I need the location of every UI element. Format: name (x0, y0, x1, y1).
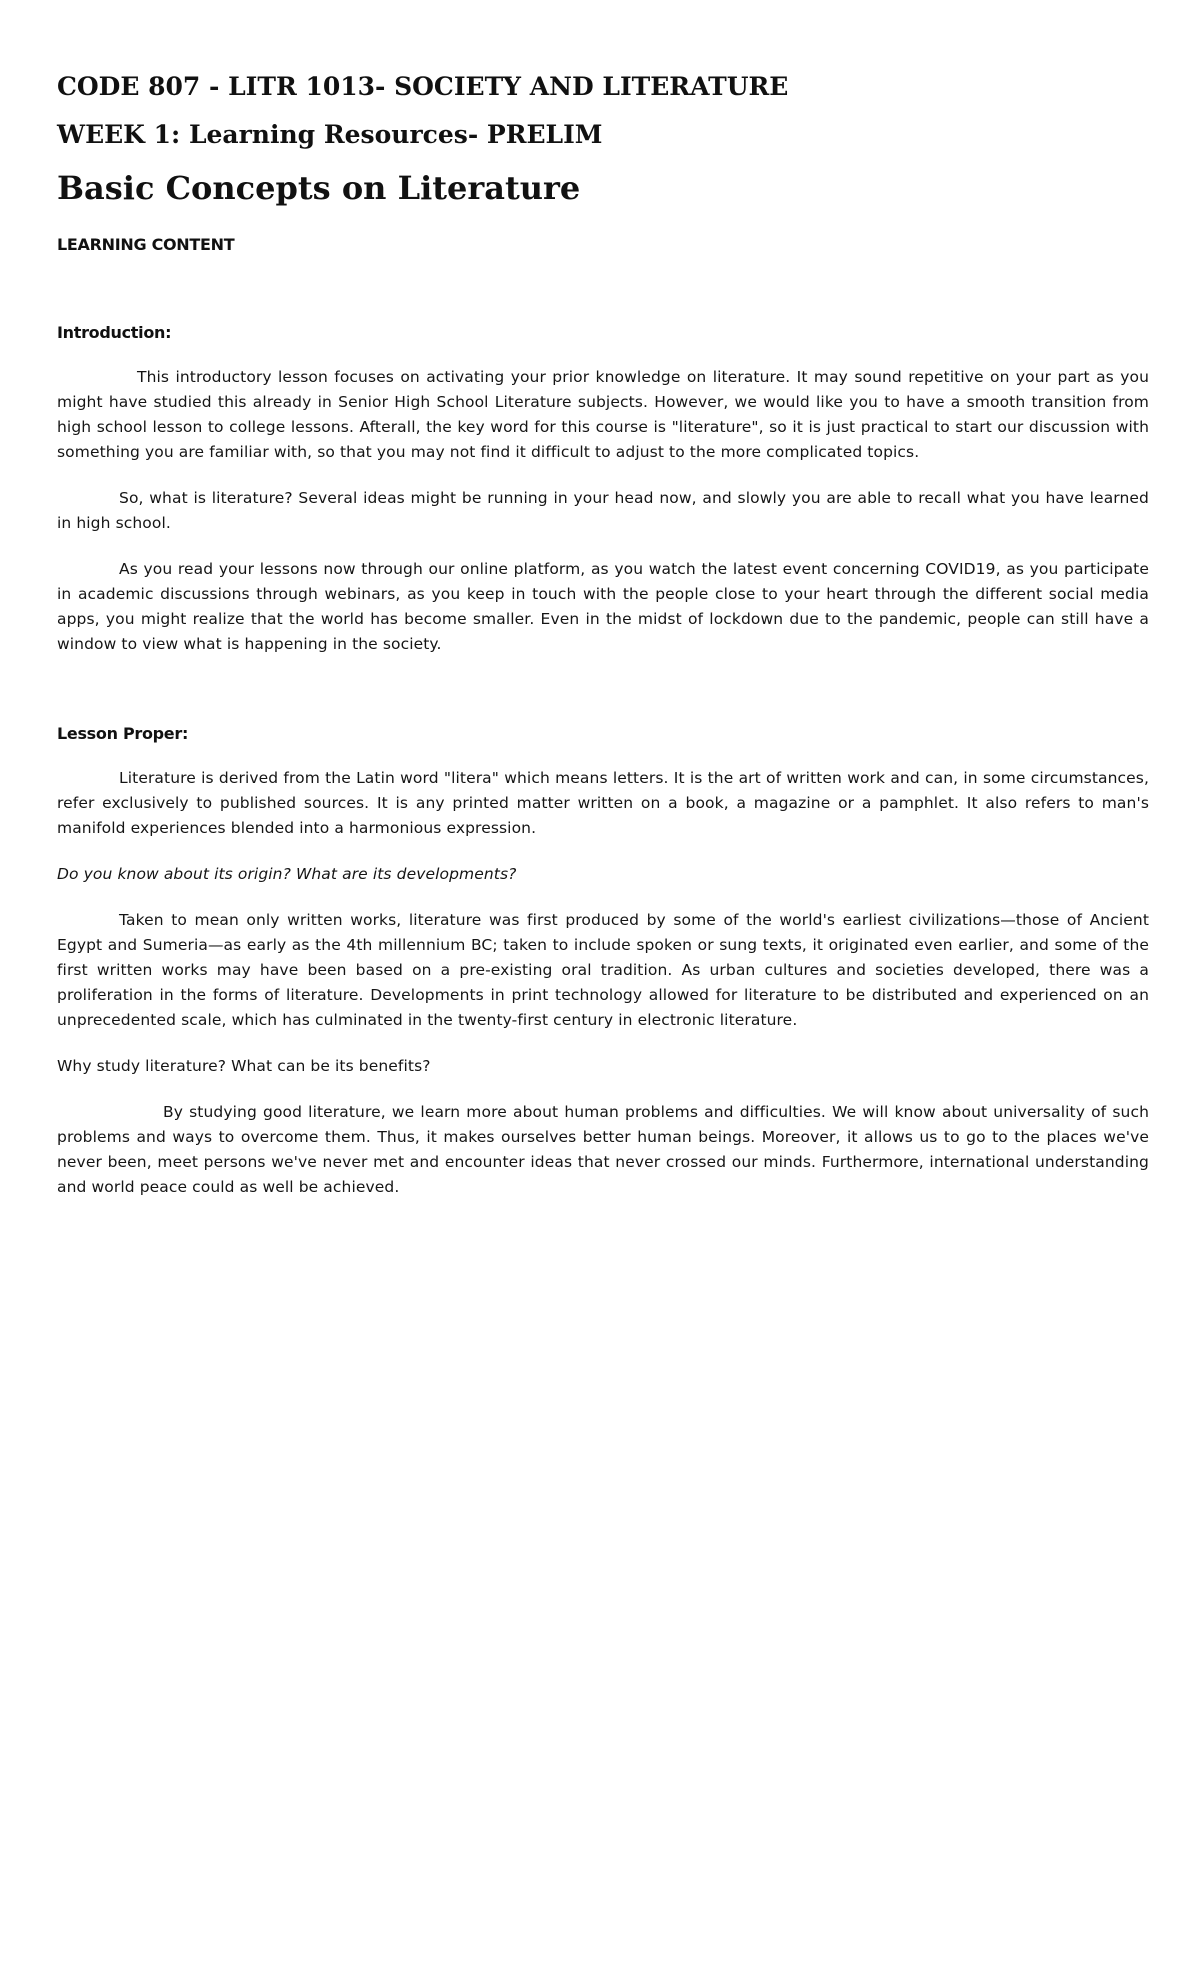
intro-paragraph-3: As you read your lessons now through our online platform, as you watch the latest event concerning COVID19, as you participate in academic discussions through webinars, as you keep in touch with the people close to your heart through the different social media apps, you might realize that the world has become smaller. Even in the midst of lockdown due to the pandemic, people can still have a window to view what is happening in the society. (57, 560, 1149, 653)
lesson-paragraph-2: Taken to mean only written works, literature was first produced by some of the world's earliest civilizations—those of Ancient Egypt and Sumeria—as early as the 4th millennium BC; taken to include spoken or sung texts, it originated even earlier, and some of the first written works may have been based on a pre-existing oral tradition. As urban cultures and societies developed, there was a proliferation in the forms of literature. Developments in print technology allowed for literature to be distributed and experienced on an unprecedented scale, which has culminated in the twenty-first century in electronic literature. (57, 911, 1149, 1029)
benefits-question: Why study literature? What can be its benefits? (57, 1057, 431, 1075)
learning-content-label: LEARNING CONTENT (57, 235, 235, 254)
intro-paragraph-2: So, what is literature? Several ideas might be running in your head now, and slowly you are able to recall what you have learned in high school. (57, 489, 1149, 532)
course-code-heading: CODE 807 - LITR 1013- SOCIETY AND LITERATURE (57, 72, 789, 101)
document-content (57, 70, 1149, 1200)
week-heading: WEEK 1: Learning Resources- PRELIM (57, 120, 603, 149)
page-title: Basic Concepts on Literature (57, 169, 581, 207)
lesson-proper-heading: Lesson Proper: (57, 724, 189, 743)
lesson-paragraph-1: Literature is derived from the Latin word "litera" which means letters. It is the art of written work and can, in some circumstances, refer exclusively to published sources. It is any printed matter written on a book, a magazine or a pamphlet. It also refers to man's manifold experiences blended into a harmonious expression. (57, 769, 1149, 837)
lesson-paragraph-3: By studying good literature, we learn more about human problems and difficulties. We will know about universality of such problems and ways to overcome them. Thus, it makes ourselves better human beings. Moreover, it allows us to go to the places we've never been, meet persons we've never met and encounter ideas that never crossed our minds. Furthermore, international understanding and world peace could as well be achieved. (57, 1103, 1149, 1196)
origin-question: Do you know about its origin? What are its developments? (57, 865, 517, 883)
introduction-heading: Introduction: (57, 323, 172, 342)
intro-paragraph-1: This introductory lesson focuses on activating your prior knowledge on literature. It may sound repetitive on your part as you might have studied this already in Senior High School Literature subjects. However, we would like you to have a smooth transition from high school lesson to college lessons. Afterall, the key word for this course is "literature", so it is just practical to start our discussion with something you are familiar with, so that you may not find it difficult to adjust to the more complicated topics. (57, 368, 1149, 461)
